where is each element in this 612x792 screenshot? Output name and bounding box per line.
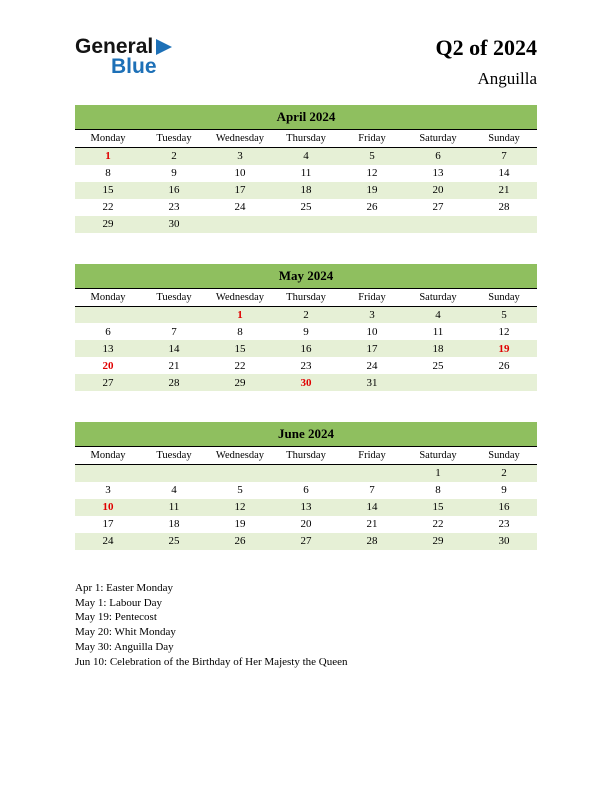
month-calendar-may <box>75 264 537 392</box>
holiday-note: Jun 10: Celebration of the Birthday of Her Majesty the Queen <box>75 655 348 668</box>
weekday-header: Sunday <box>471 447 537 465</box>
day-cell-holiday: 1 <box>105 150 111 163</box>
holiday-list <box>75 581 360 670</box>
day-cell: 2 <box>171 150 177 163</box>
day-cell: 24 <box>366 359 378 372</box>
day-cell: 3 <box>237 150 243 163</box>
day-cell: 26 <box>366 201 378 214</box>
day-cell-holiday: 19 <box>498 342 510 355</box>
flag-triangle-icon <box>156 39 172 55</box>
day-cell-holiday: 10 <box>102 501 114 514</box>
weekday-header-row <box>75 130 537 148</box>
weekday-header: Sunday <box>471 288 537 306</box>
day-cell: 15 <box>432 501 444 514</box>
holiday-note: May 30: Anguilla Day <box>75 641 174 654</box>
weekday-header: Monday <box>75 288 141 306</box>
month-title: May 2024 <box>75 264 537 289</box>
day-cell: 26 <box>498 359 510 372</box>
day-cell: 2 <box>501 467 507 480</box>
day-cell: 19 <box>234 518 246 531</box>
day-cell: 8 <box>435 484 441 497</box>
day-cell: 24 <box>102 535 114 548</box>
day-cell <box>207 465 273 482</box>
day-cell: 23 <box>168 201 180 214</box>
day-cell: 18 <box>432 342 444 355</box>
day-cell: 7 <box>171 325 177 338</box>
page-title: Q2 of 2024 <box>435 35 537 60</box>
day-cell: 4 <box>435 308 441 321</box>
day-cell: 8 <box>105 167 111 180</box>
day-cell <box>75 465 141 482</box>
weekday-header: Wednesday <box>207 447 273 465</box>
day-cell <box>141 306 207 323</box>
weekday-header: Thursday <box>273 447 339 465</box>
day-cell: 25 <box>168 535 180 548</box>
week-row <box>75 306 537 323</box>
day-cell: 25 <box>432 359 444 372</box>
day-cell: 29 <box>432 535 444 548</box>
week-row <box>75 482 537 499</box>
weekday-header: Thursday <box>273 130 339 148</box>
day-cell: 30 <box>168 218 180 231</box>
weekday-header: Wednesday <box>207 130 273 148</box>
day-cell: 21 <box>498 184 510 197</box>
week-row <box>75 323 537 340</box>
month-calendar-june <box>75 422 537 550</box>
holiday-note: Apr 1: Easter Monday <box>75 581 174 594</box>
day-cell: 16 <box>498 501 510 514</box>
region-subtitle: Anguilla <box>477 69 537 89</box>
day-cell: 6 <box>435 150 441 163</box>
day-cell: 27 <box>432 201 444 214</box>
day-cell-holiday: 1 <box>237 308 243 321</box>
day-cell: 3 <box>105 484 111 497</box>
day-cell: 14 <box>366 501 378 514</box>
day-cell: 4 <box>171 484 177 497</box>
weekday-header: Thursday <box>273 288 339 306</box>
day-cell: 17 <box>366 342 378 355</box>
day-cell: 12 <box>498 325 510 338</box>
day-cell <box>339 465 405 482</box>
day-cell: 17 <box>234 184 246 197</box>
week-row <box>75 340 537 357</box>
day-cell: 7 <box>369 484 375 497</box>
holiday-note: May 1: Labour Day <box>75 596 163 609</box>
title-block <box>436 36 537 89</box>
week-row <box>75 374 537 391</box>
day-cell <box>207 216 273 233</box>
day-cell: 28 <box>168 376 180 389</box>
day-cell: 18 <box>168 518 180 531</box>
day-cell <box>339 216 405 233</box>
week-row <box>75 216 537 233</box>
month-title: June 2024 <box>75 422 537 447</box>
day-cell: 6 <box>105 325 111 338</box>
day-cell: 20 <box>432 184 444 197</box>
months-container <box>75 105 537 550</box>
day-cell: 13 <box>432 167 444 180</box>
week-row <box>75 357 537 374</box>
weekday-header: Tuesday <box>141 447 207 465</box>
day-cell: 28 <box>366 535 378 548</box>
day-cell: 27 <box>300 535 312 548</box>
day-cell: 5 <box>237 484 243 497</box>
day-cell: 5 <box>501 308 507 321</box>
generalblue-logo <box>75 36 172 77</box>
week-row <box>75 182 537 199</box>
day-cell <box>471 216 537 233</box>
logo-text-general: General <box>75 35 154 58</box>
day-cell: 21 <box>366 518 378 531</box>
day-cell: 16 <box>300 342 312 355</box>
weekday-header: Friday <box>339 130 405 148</box>
day-cell: 7 <box>501 150 507 163</box>
weekday-header: Saturday <box>405 447 471 465</box>
week-row <box>75 516 537 533</box>
week-row <box>75 499 537 516</box>
day-cell: 11 <box>432 325 444 338</box>
day-cell: 27 <box>102 376 114 389</box>
day-cell: 24 <box>234 201 246 214</box>
day-cell: 10 <box>366 325 378 338</box>
day-cell: 6 <box>303 484 309 497</box>
weekday-header-row <box>75 447 537 465</box>
day-cell: 13 <box>102 342 114 355</box>
day-cell: 12 <box>366 167 378 180</box>
weekday-header: Friday <box>339 288 405 306</box>
logo-text-blue: Blue <box>111 55 157 78</box>
month-calendar-april <box>75 105 537 233</box>
day-cell-holiday: 30 <box>300 376 312 389</box>
day-cell: 18 <box>300 184 312 197</box>
day-cell <box>471 374 537 391</box>
page-header <box>75 36 537 89</box>
day-cell: 9 <box>303 325 309 338</box>
day-cell: 29 <box>234 376 246 389</box>
day-cell <box>405 216 471 233</box>
day-cell: 29 <box>102 218 114 231</box>
weekday-header: Saturday <box>405 130 471 148</box>
day-cell: 4 <box>303 150 309 163</box>
day-cell: 17 <box>102 518 114 531</box>
day-cell: 16 <box>168 184 180 197</box>
week-row <box>75 165 537 182</box>
day-cell: 12 <box>234 501 246 514</box>
day-cell: 31 <box>366 376 378 389</box>
day-cell: 25 <box>300 201 312 214</box>
weekday-header: Tuesday <box>141 130 207 148</box>
day-cell <box>273 216 339 233</box>
day-cell: 23 <box>300 359 312 372</box>
weekday-header: Tuesday <box>141 288 207 306</box>
weekday-header-row <box>75 288 537 306</box>
week-row <box>75 199 537 216</box>
day-cell: 14 <box>498 167 510 180</box>
day-cell: 21 <box>168 359 180 372</box>
day-cell: 28 <box>498 201 510 214</box>
day-cell: 15 <box>234 342 246 355</box>
holiday-note: May 20: Whit Monday <box>75 626 176 639</box>
day-cell: 9 <box>501 484 507 497</box>
day-cell: 15 <box>102 184 114 197</box>
day-cell: 23 <box>498 518 510 531</box>
weekday-header: Monday <box>75 130 141 148</box>
day-cell: 22 <box>234 359 246 372</box>
day-cell: 10 <box>234 167 246 180</box>
day-cell-holiday: 20 <box>102 359 114 372</box>
day-cell: 22 <box>102 201 114 214</box>
weekday-header: Wednesday <box>207 288 273 306</box>
day-cell: 19 <box>366 184 378 197</box>
day-cell: 1 <box>435 467 441 480</box>
week-row <box>75 533 537 550</box>
weekday-header: Friday <box>339 447 405 465</box>
weekday-header: Sunday <box>471 130 537 148</box>
month-title: April 2024 <box>75 105 537 130</box>
day-cell: 2 <box>303 308 309 321</box>
day-cell: 8 <box>237 325 243 338</box>
day-cell <box>405 374 471 391</box>
day-cell <box>75 306 141 323</box>
day-cell: 14 <box>168 342 180 355</box>
week-row <box>75 465 537 482</box>
day-cell: 5 <box>369 150 375 163</box>
day-cell: 13 <box>300 501 312 514</box>
day-cell: 20 <box>300 518 312 531</box>
weekday-header: Monday <box>75 447 141 465</box>
day-cell: 26 <box>234 535 246 548</box>
day-cell: 30 <box>498 535 510 548</box>
day-cell: 3 <box>369 308 375 321</box>
holiday-note: May 19: Pentecost <box>75 611 157 624</box>
weekday-header: Saturday <box>405 288 471 306</box>
week-row <box>75 148 537 165</box>
day-cell: 11 <box>168 501 180 514</box>
day-cell: 22 <box>432 518 444 531</box>
day-cell: 11 <box>300 167 312 180</box>
day-cell: 9 <box>171 167 177 180</box>
day-cell <box>141 465 207 482</box>
day-cell <box>273 465 339 482</box>
